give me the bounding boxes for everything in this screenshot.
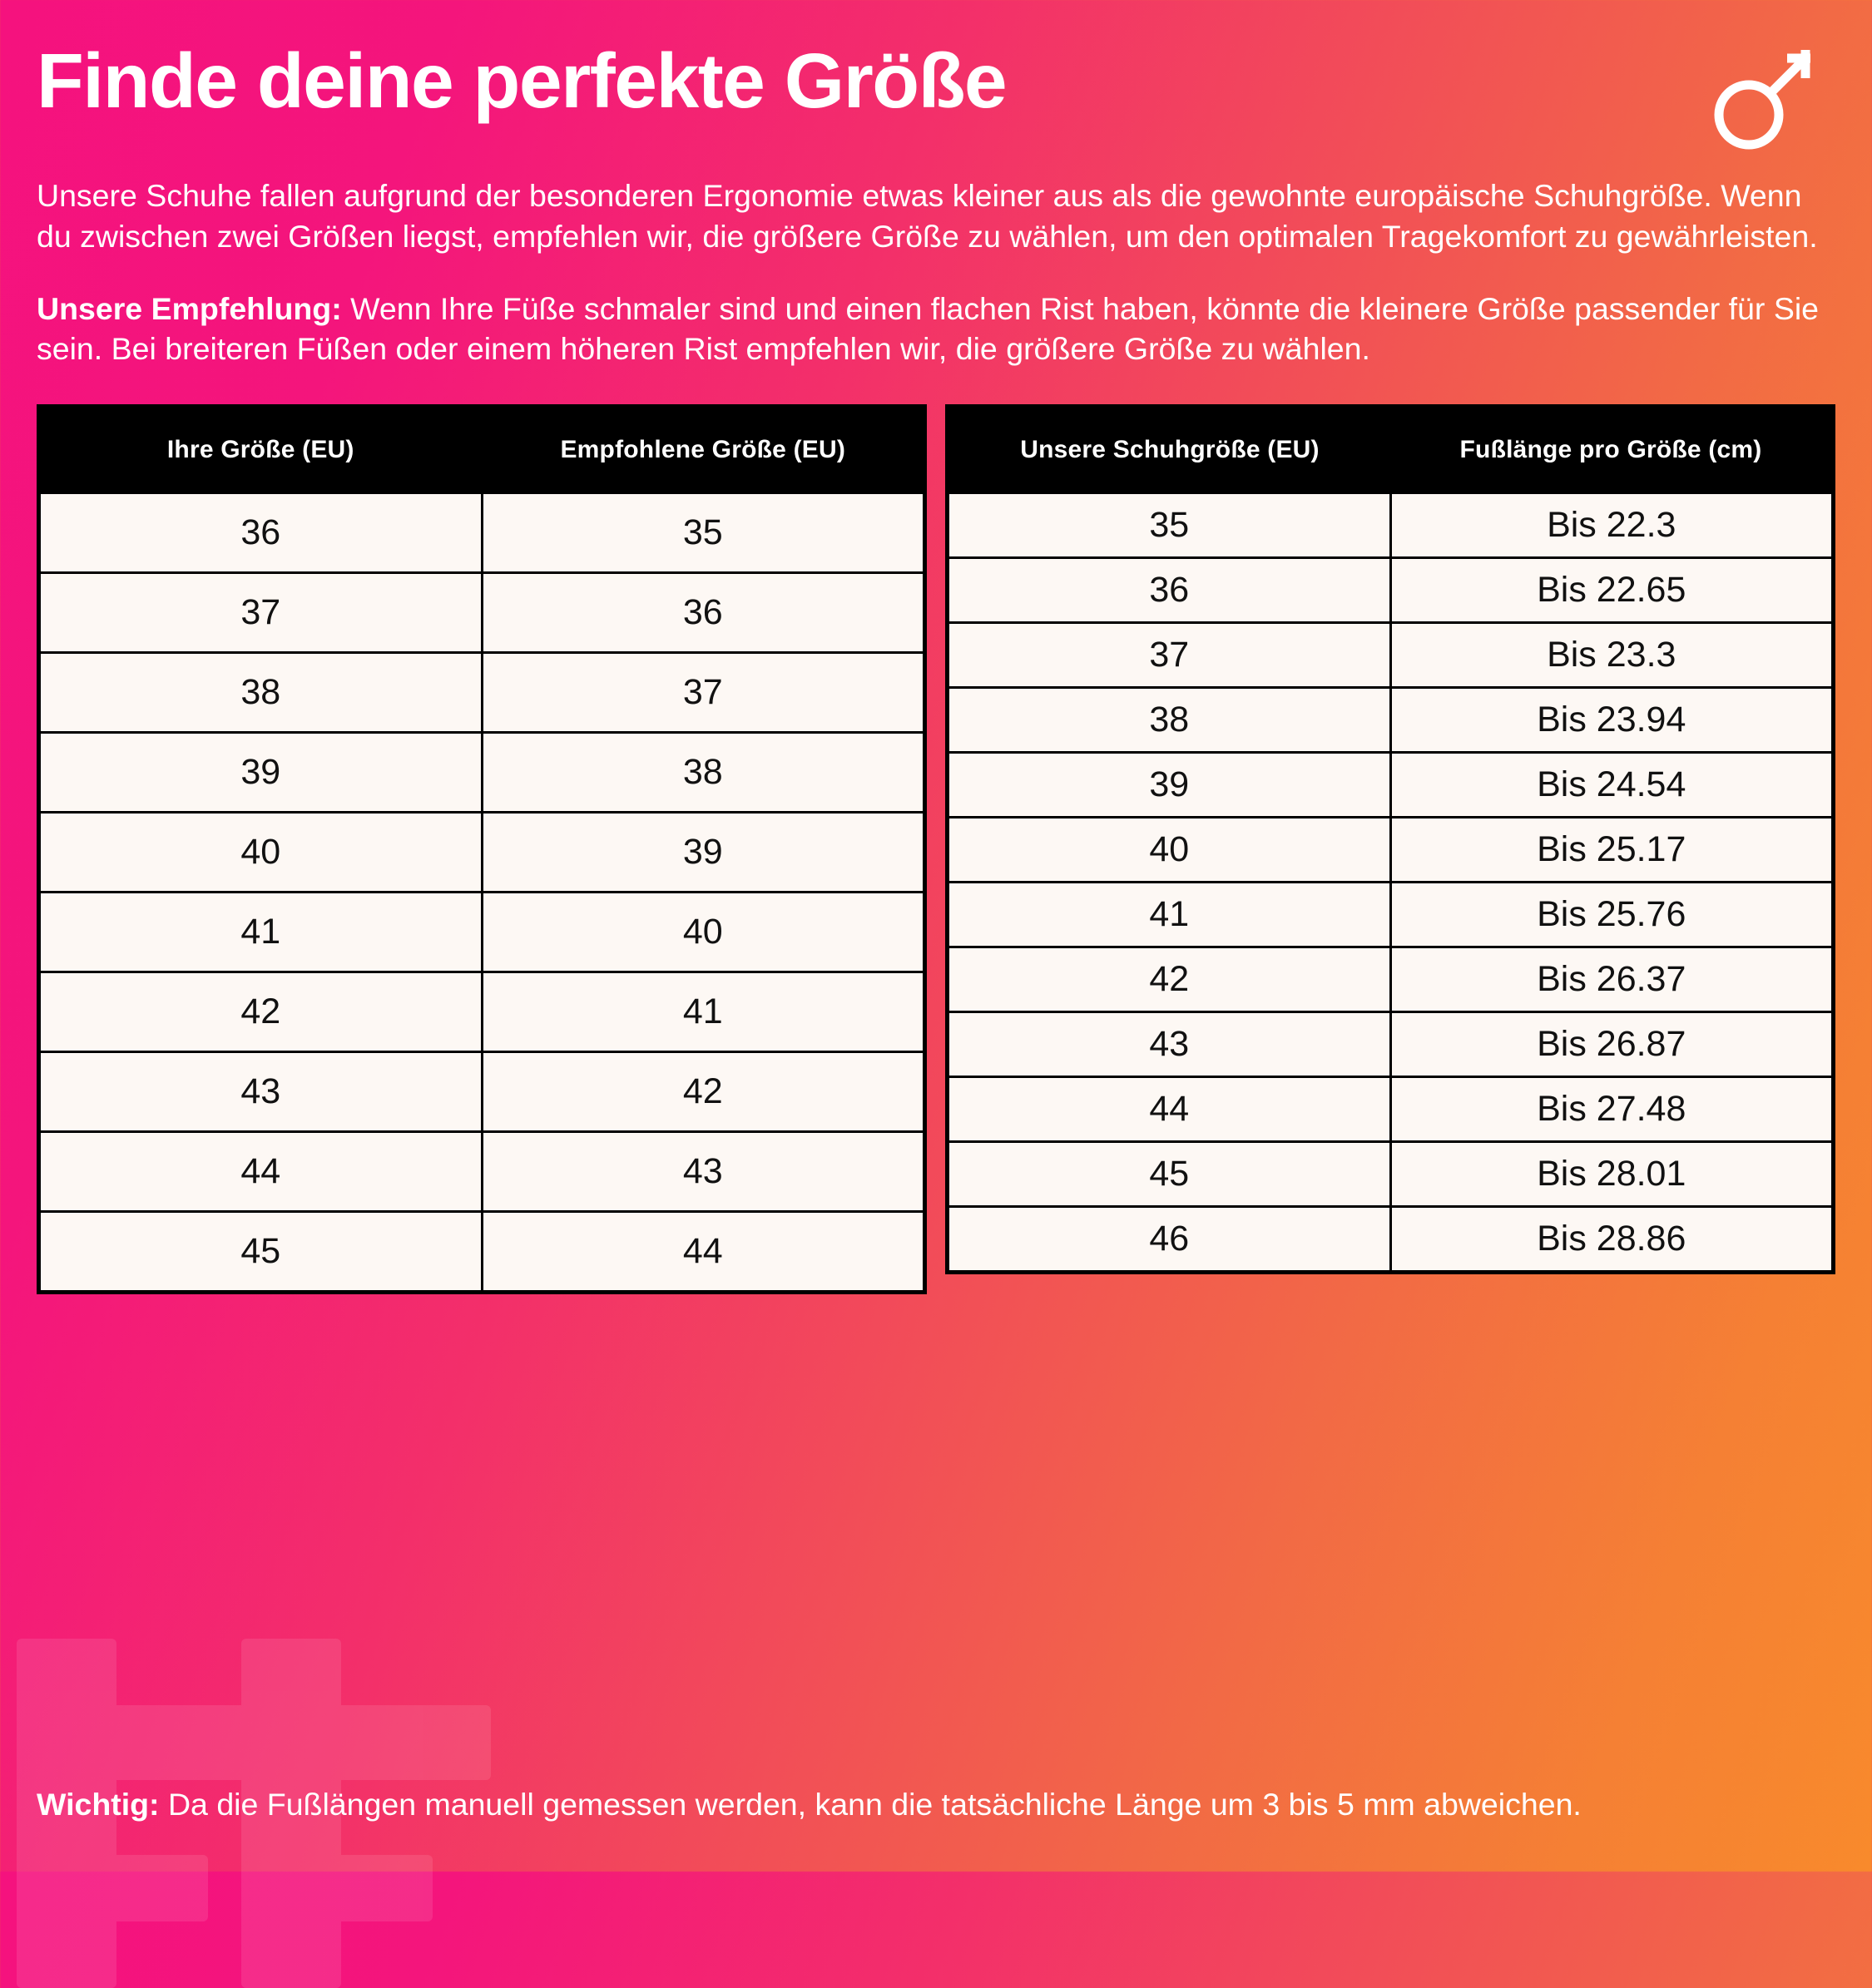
table-row	[41, 493, 923, 573]
cell-our-size: 41	[949, 883, 1390, 947]
cell-recommended-size: 37	[482, 653, 923, 733]
cell-foot-length: Bis 25.76	[1390, 883, 1831, 947]
cell-foot-length: Bis 22.65	[1390, 558, 1831, 623]
cell-recommended-size: 43	[482, 1132, 923, 1212]
table-row	[41, 1132, 923, 1212]
cell-our-size: 44	[949, 1077, 1390, 1142]
foot-length-table-wrapper	[945, 404, 1835, 1274]
conversion-table-wrapper	[37, 404, 927, 1294]
table-row	[949, 558, 1831, 623]
cell-our-size: 35	[949, 493, 1390, 558]
table-row	[41, 733, 923, 813]
table-row	[949, 493, 1831, 558]
table-row	[41, 1212, 923, 1291]
cell-your-size: 42	[41, 972, 482, 1052]
intro-text: Unsere Schuhe fallen aufgrund der besonderen Ergonomie etwas kleiner aus als die gewohnte europäische Schuhgröße. Wenn du zwischen zwei Größen liegst, empfehlen wir, die größere Größe zu wählen, um den optimalen Tragekomfort zu gewährleisten.	[37, 178, 1818, 254]
column-header-your-size: Ihre Größe (EU)	[41, 408, 482, 493]
cell-foot-length: Bis 24.54	[1390, 753, 1831, 818]
cell-foot-length: Bis 22.3	[1390, 493, 1831, 558]
cell-recommended-size: 44	[482, 1212, 923, 1291]
table-row	[949, 1142, 1831, 1207]
size-tables	[37, 404, 1835, 1294]
cell-foot-length: Bis 28.01	[1390, 1142, 1831, 1207]
mars-plus-icon	[1707, 45, 1815, 157]
column-header-recommended-size: Empfohlene Größe (EU)	[482, 408, 923, 493]
column-header-foot-length: Fußlänge pro Größe (cm)	[1390, 408, 1831, 493]
cell-foot-length: Bis 23.94	[1390, 688, 1831, 753]
cell-our-size: 43	[949, 1012, 1390, 1077]
cell-foot-length: Bis 26.37	[1390, 947, 1831, 1012]
cell-our-size: 38	[949, 688, 1390, 753]
cell-your-size: 40	[41, 813, 482, 893]
foot-length-table-body	[949, 493, 1831, 1271]
cell-your-size: 36	[41, 493, 482, 573]
footer-label: Wichtig:	[37, 1787, 160, 1822]
recommendation-label: Unsere Empfehlung:	[37, 290, 342, 326]
table-row	[949, 623, 1831, 688]
table-row	[41, 972, 923, 1052]
cell-recommended-size: 38	[482, 733, 923, 813]
cell-your-size: 39	[41, 733, 482, 813]
conversion-table	[41, 408, 923, 1290]
cell-recommended-size: 42	[482, 1052, 923, 1132]
cell-recommended-size: 35	[482, 493, 923, 573]
cell-your-size: 38	[41, 653, 482, 733]
foot-length-table-head	[949, 408, 1831, 493]
table-row	[949, 688, 1831, 753]
table-row	[949, 883, 1831, 947]
cell-our-size: 40	[949, 818, 1390, 883]
table-row	[41, 573, 923, 653]
cell-our-size: 36	[949, 558, 1390, 623]
cell-your-size: 37	[41, 573, 482, 653]
footer-body: Da die Fußlängen manuell gemessen werden, kann die tatsächliche Länge um 3 bis 5 mm abweichen.	[159, 1787, 1582, 1822]
conversion-table-body	[41, 493, 923, 1291]
table-row	[41, 893, 923, 972]
cell-recommended-size: 41	[482, 972, 923, 1052]
table-row	[41, 1052, 923, 1132]
cell-foot-length: Bis 26.87	[1390, 1012, 1831, 1077]
column-header-our-size: Unsere Schuhgröße (EU)	[949, 408, 1390, 493]
table-header-row	[949, 408, 1831, 493]
cell-your-size: 43	[41, 1052, 482, 1132]
table-row	[949, 947, 1831, 1012]
cell-recommended-size: 39	[482, 813, 923, 893]
table-row	[949, 753, 1831, 818]
cell-foot-length: Bis 23.3	[1390, 623, 1831, 688]
page-title: Finde deine perfekte Größe	[37, 37, 1007, 124]
table-row	[949, 1077, 1831, 1142]
table-row	[41, 813, 923, 893]
footer-note	[37, 1784, 1835, 1825]
foot-length-table	[949, 408, 1831, 1270]
cell-foot-length: Bis 27.48	[1390, 1077, 1831, 1142]
cell-our-size: 42	[949, 947, 1390, 1012]
cell-our-size: 46	[949, 1207, 1390, 1271]
recommendation-text	[37, 289, 1834, 370]
cell-our-size: 37	[949, 623, 1390, 688]
table-row	[949, 1012, 1831, 1077]
table-row	[949, 818, 1831, 883]
cell-your-size: 45	[41, 1212, 482, 1291]
conversion-table-head	[41, 408, 923, 493]
header	[37, 37, 1835, 157]
recommendation-body: Wenn Ihre Füße schmaler sind und einen flachen Rist haben, könnte die kleinere Größe passender für Sie sein. Bei breiteren Füßen oder einem höheren Rist empfehlen wir, die größere Größe zu wählen.	[37, 290, 1820, 367]
cell-foot-length: Bis 28.86	[1390, 1207, 1831, 1271]
cell-our-size: 39	[949, 753, 1390, 818]
table-row	[949, 1207, 1831, 1271]
cell-recommended-size: 40	[482, 893, 923, 972]
cell-your-size: 44	[41, 1132, 482, 1212]
cell-your-size: 41	[41, 893, 482, 972]
cell-foot-length: Bis 25.17	[1390, 818, 1831, 883]
table-header-row	[41, 408, 923, 493]
cell-recommended-size: 36	[482, 573, 923, 653]
cell-our-size: 45	[949, 1142, 1390, 1207]
table-row	[41, 653, 923, 733]
